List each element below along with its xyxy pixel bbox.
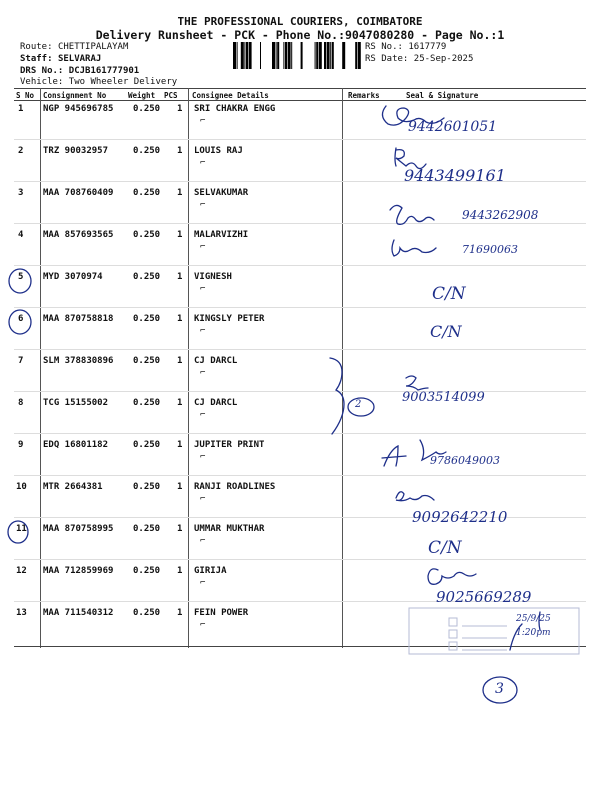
row-consignment: EDQ 16801182 — [43, 440, 109, 450]
table-row — [0, 268, 600, 310]
rs-date-value: 25-Sep-2025 — [413, 54, 474, 64]
tick-mark-icon: ⌐ — [200, 578, 206, 588]
tick-mark-icon: ⌐ — [200, 284, 206, 294]
row-sno: 3 — [18, 188, 24, 198]
row-consignment: MTR 2664381 — [43, 482, 103, 492]
tick-mark-icon: ⌐ — [200, 158, 206, 168]
row-consignee: CJ DARCL — [194, 398, 238, 408]
barcode-bar — [272, 42, 275, 69]
barcode-bar — [233, 42, 236, 69]
row-weight: 0.250 — [133, 524, 161, 534]
barcode-bar — [277, 42, 279, 69]
row-consignee: CJ DARCL — [194, 356, 238, 366]
row-pcs: 1 — [177, 524, 183, 534]
row-sno: 8 — [18, 398, 24, 408]
handwritten-phone: 9443262908 — [462, 208, 539, 222]
staff-value: SELVARAJ — [57, 54, 102, 64]
row-consignee: SELVAKUMAR — [194, 188, 249, 198]
row-weight: 0.250 — [133, 566, 161, 576]
barcode-bar — [316, 42, 318, 69]
row-consignee: SRI CHAKRA ENGG — [194, 104, 276, 114]
row-sno: 4 — [18, 230, 24, 240]
tick-mark-icon: ⌐ — [200, 242, 206, 252]
row-divider — [14, 475, 586, 476]
row-consignment: TCG 15155002 — [43, 398, 109, 408]
table-top-line — [14, 88, 586, 89]
row-consignee: VIGNESH — [194, 272, 232, 282]
rs-no-label: RS No.: — [365, 42, 403, 52]
row-consignee: MALARVIZHI — [194, 230, 249, 240]
row-pcs: 1 — [177, 230, 183, 240]
rs-no-line — [365, 42, 446, 52]
row-consignee: UMMAR MUKTHAR — [194, 524, 265, 534]
row-weight: 0.250 — [133, 188, 161, 198]
handwritten-phone: 9786049003 — [430, 454, 500, 467]
col-header-signature: Seal & Signature — [406, 91, 479, 100]
row-consignment: MAA 857693565 — [43, 230, 114, 240]
row-sno: 9 — [18, 440, 24, 450]
row-divider — [14, 433, 586, 434]
barcode-bar — [291, 42, 292, 69]
vehicle-label: Vehicle: — [20, 77, 64, 87]
row-pcs: 1 — [177, 314, 183, 324]
row-consignment: SLM 378830896 — [43, 356, 114, 366]
row-sno: 1 — [18, 104, 24, 114]
row-pcs: 1 — [177, 566, 183, 576]
row-consignee: KINGSLY PETER — [194, 314, 265, 324]
handwritten-phone: 9092642210 — [412, 508, 508, 526]
tick-mark-icon: ⌐ — [200, 368, 206, 378]
row-divider — [14, 349, 586, 350]
handwritten-total: 3 — [495, 681, 504, 697]
barcode-bar — [285, 42, 287, 69]
row-sno: 12 — [16, 566, 27, 576]
row-sno: 5 — [18, 272, 24, 282]
row-consignment: NGP 945696785 — [43, 104, 114, 114]
row-pcs: 1 — [177, 608, 183, 618]
row-consignment: MAA 711540312 — [43, 608, 114, 618]
row-sno: 2 — [18, 146, 24, 156]
row-weight: 0.250 — [133, 608, 161, 618]
tick-mark-icon: ⌐ — [200, 116, 206, 126]
barcode-bar — [330, 42, 331, 69]
rs-date-label: RS Date: — [365, 54, 409, 64]
handwritten-phone: 9025669289 — [436, 588, 532, 606]
handwritten-count: 2 — [355, 399, 362, 410]
row-sno: 13 — [16, 608, 27, 618]
barcode-bar — [244, 42, 245, 69]
barcode-bar — [276, 42, 277, 69]
barcode-bar — [319, 42, 322, 69]
row-weight: 0.250 — [133, 440, 161, 450]
row-weight: 0.250 — [133, 146, 161, 156]
row-pcs: 1 — [177, 188, 183, 198]
row-weight: 0.250 — [133, 398, 161, 408]
barcode-bar — [355, 42, 357, 69]
handwritten-time: 1:20pm — [516, 628, 551, 638]
row-divider — [14, 223, 586, 224]
row-consignee: FEIN POWER — [194, 608, 249, 618]
runsheet-subtitle: Delivery Runsheet - PCK - Phone No.:9047080280 - Page No.:1 — [95, 28, 505, 42]
barcode-icon — [233, 42, 361, 69]
table-row — [0, 100, 600, 142]
staff-line — [20, 54, 101, 64]
col-header-consignment: Consignment No — [43, 91, 107, 100]
row-pcs: 1 — [177, 104, 183, 114]
row-consignment: MAA 712859969 — [43, 566, 114, 576]
staff-label: Staff: — [20, 54, 53, 64]
tick-mark-icon: ⌐ — [200, 494, 206, 504]
row-consignment: MAA 870758995 — [43, 524, 114, 534]
table-row — [0, 436, 600, 478]
tick-mark-icon: ⌐ — [200, 536, 206, 546]
row-consignee: RANJI ROADLINES — [194, 482, 276, 492]
row-consignment: MAA 708760409 — [43, 188, 114, 198]
drs-label: DRS No.: — [20, 66, 64, 76]
route-value: CHETTIPALAYAM — [57, 42, 129, 52]
row-consignee: JUPITER PRINT — [194, 440, 265, 450]
row-consignment: TRZ 90032957 — [43, 146, 109, 156]
barcode-bar — [241, 42, 244, 69]
barcode-bar — [327, 42, 330, 69]
row-pcs: 1 — [177, 440, 183, 450]
vehicle-line — [20, 77, 177, 87]
row-pcs: 1 — [177, 146, 183, 156]
table-row — [0, 142, 600, 184]
row-divider — [14, 307, 586, 308]
barcode-bar — [342, 42, 345, 69]
handwritten-phone: 9003514099 — [402, 390, 485, 405]
row-divider — [14, 139, 586, 140]
barcode-bar — [288, 42, 291, 69]
row-weight: 0.250 — [133, 230, 161, 240]
table-row — [0, 310, 600, 352]
barcode-bar — [249, 42, 252, 69]
table-row — [0, 478, 600, 520]
row-consignment: MYD 3070974 — [43, 272, 103, 282]
tick-mark-icon: ⌐ — [200, 326, 206, 336]
barcode-bar — [246, 42, 248, 69]
row-weight: 0.250 — [133, 272, 161, 282]
rs-no-value: 1617779 — [408, 42, 447, 52]
barcode-bar — [301, 42, 303, 69]
tick-mark-icon: ⌐ — [200, 452, 206, 462]
row-weight: 0.250 — [133, 314, 161, 324]
barcode-bar — [324, 42, 326, 69]
drs-line — [20, 66, 139, 76]
row-sno: 11 — [16, 524, 27, 534]
row-weight: 0.250 — [133, 104, 161, 114]
company-title: THE PROFESSIONAL COURIERS, COIMBATORE — [177, 15, 423, 28]
col-header-consignee: Consignee Details — [192, 91, 269, 100]
row-sno: 7 — [18, 356, 24, 366]
tick-mark-icon: ⌐ — [200, 410, 206, 420]
route-line — [20, 42, 128, 52]
row-divider — [14, 559, 586, 560]
barcode-bar — [260, 42, 261, 69]
barcode-bar — [237, 42, 238, 69]
row-consignee: GIRIJA — [194, 566, 227, 576]
row-pcs: 1 — [177, 356, 183, 366]
barcode-bar — [315, 42, 316, 69]
row-consignee: LOUIS RAJ — [194, 146, 243, 156]
row-divider — [14, 391, 586, 392]
barcode-bar — [283, 42, 284, 69]
rs-date-line — [365, 54, 473, 64]
row-sno: 6 — [18, 314, 24, 324]
handwritten-phone: 9442601051 — [408, 119, 498, 135]
row-divider — [14, 265, 586, 266]
handwritten-date: 25/9/25 — [516, 614, 551, 624]
barcode-bar — [358, 42, 361, 69]
handwritten-cn: C/N — [428, 538, 462, 558]
route-label: Route: — [20, 42, 53, 52]
handwritten-phone: 71690063 — [462, 243, 518, 256]
table-row — [0, 520, 600, 562]
col-header-weight: Weight — [128, 91, 156, 100]
table-row — [0, 394, 600, 436]
row-sno: 10 — [16, 482, 27, 492]
row-pcs: 1 — [177, 398, 183, 408]
handwritten-phone: 9443499161 — [404, 166, 506, 185]
tick-mark-icon: ⌐ — [200, 620, 206, 630]
row-weight: 0.250 — [133, 482, 161, 492]
stamp-frame-icon — [407, 606, 582, 656]
drs-value: DCJB161777901 — [68, 66, 140, 76]
received-stamp — [407, 606, 582, 656]
barcode-bar — [332, 42, 334, 69]
row-consignment: MAA 870758818 — [43, 314, 114, 324]
col-header-sno: S No — [16, 91, 35, 100]
vehicle-value: Two Wheeler Delivery — [68, 77, 178, 87]
col-header-pcs: PCS — [164, 91, 178, 100]
row-pcs: 1 — [177, 482, 183, 492]
col-header-remarks: Remarks — [348, 91, 380, 100]
row-weight: 0.250 — [133, 356, 161, 366]
tick-mark-icon: ⌐ — [200, 200, 206, 210]
handwritten-cn: C/N — [430, 322, 462, 341]
table-row — [0, 352, 600, 394]
row-pcs: 1 — [177, 272, 183, 282]
handwritten-cn: C/N — [432, 284, 466, 304]
